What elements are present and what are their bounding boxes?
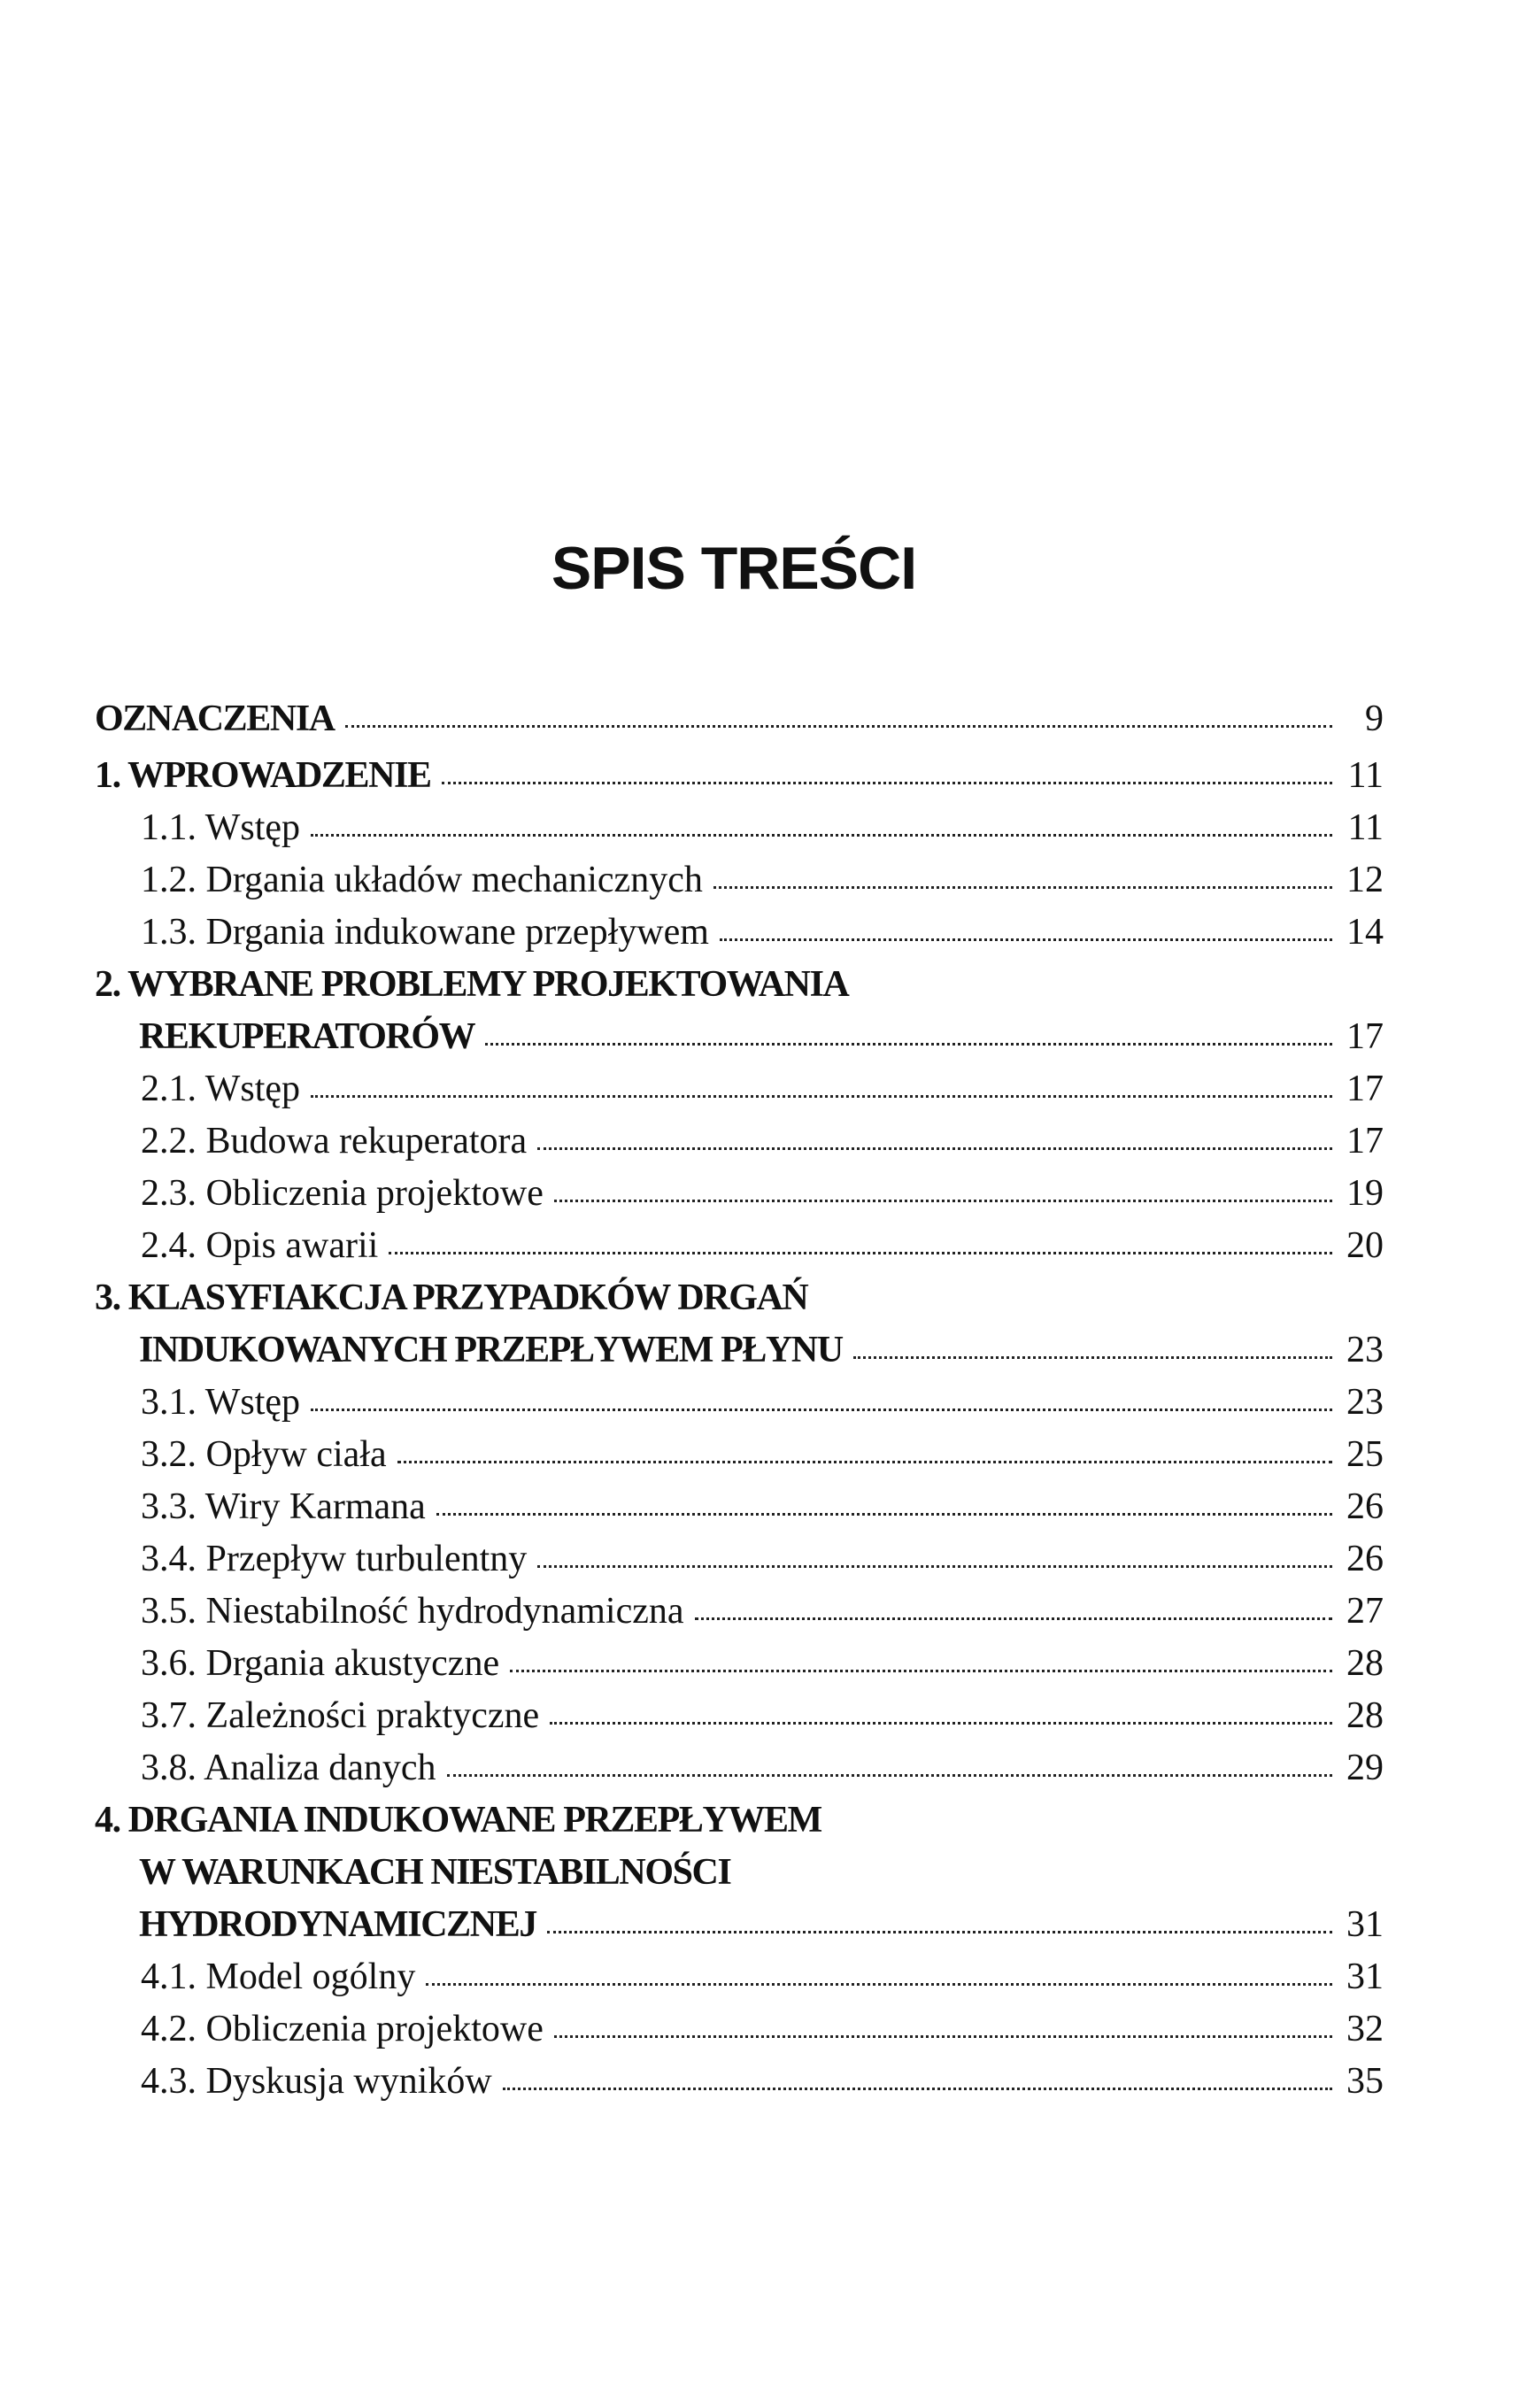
dot-leader bbox=[311, 1409, 1332, 1411]
toc-section-3-5[interactable] bbox=[95, 1586, 1384, 1638]
toc-entry-label: 3.4. Przepływ turbulentny bbox=[141, 1539, 528, 1579]
toc-section-3-7[interactable] bbox=[95, 1690, 1384, 1742]
toc-chapter-4-line-3[interactable] bbox=[95, 1899, 1384, 1951]
toc-entry-label: INDUKOWANYCH PRZEPŁYWEM PŁYNU bbox=[139, 1330, 843, 1370]
toc-section-2-4[interactable] bbox=[95, 1220, 1384, 1272]
dot-leader bbox=[547, 1931, 1332, 1933]
toc-section-3-4[interactable] bbox=[95, 1533, 1384, 1586]
toc-entry-page: 23 bbox=[1346, 1330, 1384, 1370]
dot-leader bbox=[311, 1095, 1332, 1098]
toc-entry-page: 35 bbox=[1346, 2061, 1384, 2102]
dot-leader bbox=[503, 2088, 1332, 2090]
toc-entry-page: 17 bbox=[1346, 1121, 1384, 1162]
toc-entry-page: 12 bbox=[1346, 860, 1384, 900]
toc-chapter-4-line-1[interactable] bbox=[95, 1794, 1384, 1847]
toc-entry-label: 2.2. Budowa rekuperatora bbox=[141, 1121, 528, 1162]
dot-leader bbox=[311, 834, 1332, 837]
toc-section-1-3[interactable] bbox=[95, 907, 1384, 959]
toc-entry-page: 19 bbox=[1346, 1173, 1384, 1214]
toc-entry-page: 31 bbox=[1346, 1904, 1384, 1945]
toc-entry-label: 2.4. Opis awarii bbox=[141, 1225, 379, 1266]
toc-entry-page: 32 bbox=[1346, 2009, 1384, 2049]
toc-chapter-3-line-2[interactable] bbox=[95, 1324, 1384, 1377]
toc-section-3-8[interactable] bbox=[95, 1742, 1384, 1794]
toc-entry-page: 26 bbox=[1346, 1486, 1384, 1527]
dot-leader bbox=[389, 1252, 1332, 1254]
toc-entry-label: HYDRODYNAMICZNEJ bbox=[139, 1904, 536, 1945]
toc-chapter-4-line-2[interactable] bbox=[95, 1847, 1384, 1899]
toc-entry-label: 3.3. Wiry Karmana bbox=[141, 1486, 426, 1527]
toc-entry-label: 1.1. Wstęp bbox=[141, 807, 301, 848]
toc-entry-label: 1.2. Drgania układów mechanicznych bbox=[141, 860, 703, 900]
toc-entry-page: 28 bbox=[1346, 1643, 1384, 1684]
toc-entry-label: 3.1. Wstęp bbox=[141, 1382, 301, 1423]
toc-entry-page: 29 bbox=[1346, 1748, 1384, 1788]
toc-chapter-2-line-2[interactable] bbox=[95, 1011, 1384, 1063]
toc-entry-page: 11 bbox=[1347, 807, 1384, 848]
toc-section-3-6[interactable] bbox=[95, 1638, 1384, 1690]
toc-entry-page: 20 bbox=[1346, 1225, 1384, 1266]
toc-entry-label: 3.5. Niestabilność hydrodynamiczna bbox=[141, 1591, 684, 1632]
page-title: SPIS TREŚCI bbox=[551, 535, 917, 602]
dot-leader bbox=[442, 782, 1332, 784]
toc-section-1-2[interactable] bbox=[95, 854, 1384, 907]
toc-entry-label: 2.3. Obliczenia projektowe bbox=[141, 1173, 544, 1214]
toc-entry-label: 4.1. Model ogólny bbox=[141, 1956, 416, 1997]
toc-entry-label: 3. KLASYFIAKCJA PRZYPADKÓW DRGAŃ bbox=[95, 1277, 808, 1318]
toc-entry-label: 1. WPROWADZENIE bbox=[95, 755, 431, 796]
toc-section-2-2[interactable] bbox=[95, 1115, 1384, 1168]
toc-entry-label: 4.2. Obliczenia projektowe bbox=[141, 2009, 544, 2049]
dot-leader bbox=[537, 1565, 1332, 1568]
toc-entry-label: 4.3. Dyskusja wyników bbox=[141, 2061, 492, 2102]
dot-leader bbox=[853, 1356, 1332, 1359]
dot-leader bbox=[695, 1617, 1332, 1620]
toc-entry-page: 23 bbox=[1346, 1382, 1384, 1423]
toc-entry-label: W WARUNKACH NIESTABILNOŚCI bbox=[139, 1852, 731, 1893]
dot-leader bbox=[720, 938, 1332, 941]
toc-entry-page: 11 bbox=[1347, 755, 1384, 796]
dot-leader bbox=[554, 1200, 1332, 1202]
toc-section-1-1[interactable] bbox=[95, 802, 1384, 854]
toc-entry-page: 9 bbox=[1365, 698, 1384, 739]
toc-chapter-1[interactable] bbox=[95, 750, 1384, 802]
dot-leader bbox=[485, 1043, 1332, 1046]
toc-entry-label: 3.6. Drgania akustyczne bbox=[141, 1643, 500, 1684]
dot-leader bbox=[537, 1147, 1332, 1150]
dot-leader bbox=[345, 725, 1332, 728]
toc-section-4-1[interactable] bbox=[95, 1951, 1384, 2003]
dot-leader bbox=[426, 1983, 1332, 1986]
toc-entry-label: 2. WYBRANE PROBLEMY PROJEKTOWANIA bbox=[95, 964, 849, 1005]
toc-section-3-2[interactable] bbox=[95, 1429, 1384, 1481]
toc-section-3-3[interactable] bbox=[95, 1481, 1384, 1533]
dot-leader bbox=[447, 1774, 1332, 1777]
table-of-contents bbox=[95, 693, 1384, 2108]
toc-entry-label: 2.1. Wstęp bbox=[141, 1069, 301, 1109]
toc-entry-page: 31 bbox=[1346, 1956, 1384, 1997]
dot-leader bbox=[397, 1461, 1332, 1463]
dot-leader bbox=[436, 1513, 1332, 1516]
dot-leader bbox=[554, 2035, 1332, 2038]
toc-entry-label: 4. DRGANIA INDUKOWANE PRZEPŁYWEM bbox=[95, 1800, 821, 1841]
toc-section-2-3[interactable] bbox=[95, 1168, 1384, 1220]
toc-entry-page: 17 bbox=[1346, 1016, 1384, 1057]
toc-entry-oznaczenia[interactable] bbox=[95, 693, 1384, 745]
toc-section-4-2[interactable] bbox=[95, 2003, 1384, 2056]
toc-entry-page: 28 bbox=[1346, 1695, 1384, 1736]
dot-leader bbox=[550, 1722, 1332, 1725]
toc-entry-label: 3.8. Analiza danych bbox=[141, 1748, 436, 1788]
toc-entry-label: 3.7. Zależności praktyczne bbox=[141, 1695, 540, 1736]
toc-chapter-3-line-1[interactable] bbox=[95, 1272, 1384, 1324]
toc-entry-label: 1.3. Drgania indukowane przepływem bbox=[141, 912, 709, 953]
toc-entry-page: 27 bbox=[1346, 1591, 1384, 1632]
toc-entry-label: REKUPERATORÓW bbox=[139, 1016, 475, 1057]
dot-leader bbox=[510, 1670, 1332, 1672]
toc-entry-page: 26 bbox=[1346, 1539, 1384, 1579]
toc-chapter-2-line-1[interactable] bbox=[95, 959, 1384, 1011]
toc-entry-page: 25 bbox=[1346, 1434, 1384, 1475]
toc-section-2-1[interactable] bbox=[95, 1063, 1384, 1115]
toc-entry-page: 17 bbox=[1346, 1069, 1384, 1109]
toc-section-4-3[interactable] bbox=[95, 2056, 1384, 2108]
toc-entry-page: 14 bbox=[1346, 912, 1384, 953]
toc-entry-label: OZNACZENIA bbox=[95, 698, 335, 739]
dot-leader bbox=[713, 886, 1332, 889]
toc-entry-label: 3.2. Opływ ciała bbox=[141, 1434, 387, 1475]
toc-section-3-1[interactable] bbox=[95, 1377, 1384, 1429]
